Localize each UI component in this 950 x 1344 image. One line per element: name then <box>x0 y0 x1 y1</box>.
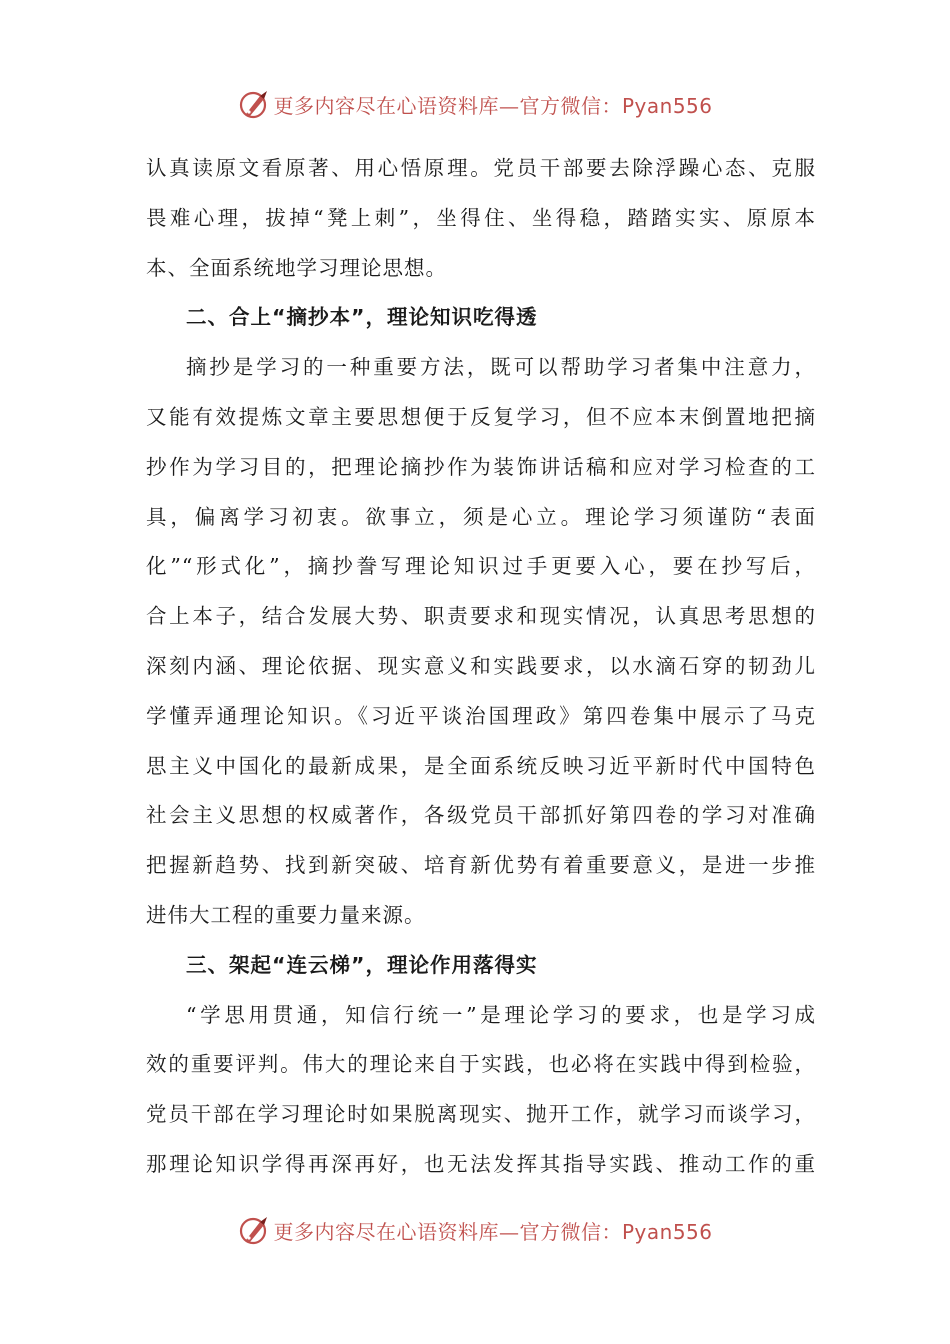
document-body <box>146 150 816 1196</box>
text-line: 把握新趋势、找到新突破、培育新优势有着重要意义，是进一步推 <box>146 853 816 878</box>
text-line: 效的重要评判。伟大的理论来自于实践，也必将在实践中得到检验， <box>146 1052 816 1077</box>
text-line: 党员干部在学习理论时如果脱离现实、抛开工作，就学习而谈学习， <box>146 1102 816 1127</box>
text-line: 化”“形式化”，摘抄誊写理论知识过手更要入心，要在抄写后， <box>146 554 816 579</box>
text-line: 畏难心理，拔掉“凳上刺”，坐得住、坐得稳，踏踏实实、原原本 <box>146 205 816 230</box>
text-line: 认真读原文看原著、用心悟原理。党员干部要去除浮躁心态、克服 <box>146 156 816 180</box>
text-line: 那理论知识学得再深再好，也无法发挥其指导实践、推动工作的重 <box>146 1151 816 1176</box>
text-line: 摘抄是学习的一种重要方法，既可以帮助学习者集中注意力， <box>186 355 816 380</box>
text-line: 抄作为学习目的，把理论摘抄作为装饰讲话稿和应对学习检查的工 <box>146 454 816 479</box>
text-line: 深刻内涵、理论依据、现实意义和实践要求，以水滴石穿的韧劲儿 <box>146 653 816 678</box>
text-line: 进伟大工程的重要力量来源。 <box>146 902 426 927</box>
pen-nib-logo-icon <box>237 87 271 121</box>
text-line: 具，偏离学习初衷。欲事立，须是心立。理论学习须谨防“表面 <box>146 504 816 529</box>
watermark-text <box>273 1216 712 1245</box>
wechat-id: Pyan556 <box>621 1219 713 1244</box>
pen-nib-logo-icon <box>237 1213 271 1247</box>
text-line: 社会主义思想的权威著作，各级党员干部抓好第四卷的学习对准确 <box>146 803 816 828</box>
text-line: 合上本子，结合发展大势、职责要求和现实情况，认真思考思想的 <box>146 604 816 629</box>
watermark-label: 更多内容尽在心语资料库—官方微信： <box>273 1219 622 1244</box>
watermark-text <box>273 90 712 119</box>
text-line: 本、全面系统地学习理论思想。 <box>146 255 447 280</box>
header-watermark-banner <box>0 84 950 124</box>
text-line: “学思用贯通，知信行统一”是理论学习的要求，也是学习成 <box>186 1002 816 1027</box>
section-heading-2: 二、合上“摘抄本”，理论知识吃得透 <box>186 305 538 330</box>
section-heading-3: 三、架起“连云梯”，理论作用落得实 <box>186 952 538 977</box>
wechat-id: Pyan556 <box>621 93 713 118</box>
footer-watermark-banner <box>0 1210 950 1250</box>
watermark-label: 更多内容尽在心语资料库—官方微信： <box>273 93 622 118</box>
text-line: 思主义中国化的最新成果，是全面系统反映习近平新时代中国特色 <box>146 753 816 778</box>
text-line: 又能有效提炼文章主要思想便于反复学习，但不应本末倒置地把摘 <box>146 404 816 429</box>
text-line: 学懂弄通理论知识。《习近平谈治国理政》第四卷集中展示了马克 <box>146 703 816 728</box>
